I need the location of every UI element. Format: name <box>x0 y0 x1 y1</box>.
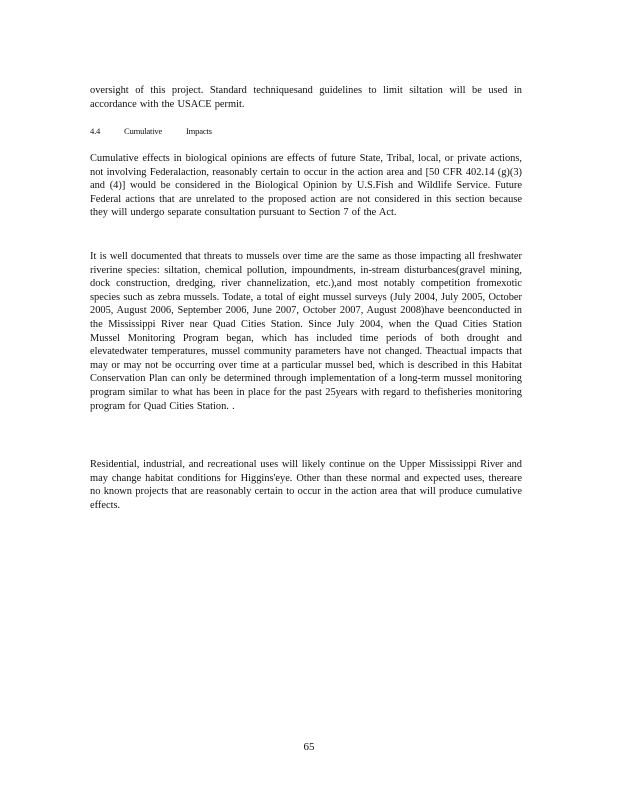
section-heading <box>90 126 212 137</box>
paragraph-mussel-threats: It is well documented that threats to mussels over time are the same as those impacting all freshwater riverine species: siltation, chemical pollution, impoundments, in-stream disturbances(gravel mining, dock construction, dredging, river channelization, etc.),and most notably competition fromexotic species such as zebra mussels. Todate, a total of eight mussel surveys (July 2004, July 2005, October 2005, August 2006, September 2006, June 2007, October 2007, August 2008)have beenconducted in the Mississippi River near Quad Cities Station. Since July 2004, when the Quad Cities Station Mussel Monitoring Program began, which has included time periods of both drought and elevatedwater temperatures, mussel community parameters have not changed. Theactual impacts that may or may not be occurring over time at a particular mussel bed, which is described in this Habitat Conservation Plan can only be determined through implementation of a long-term mussel monitoring program similar to what has been in place for the past 25years with regard to thefisheries monitoring program for Quad Cities Station. . <box>90 251 522 412</box>
paragraph-river-uses: Residential, industrial, and recreational uses will likely continue on the Upper Mississippi River and may change habitat conditions for Higgins'eye. Other than these normal and expected uses, thereare no known projects that are reasonably certain to occur in the action area that will produce cumulative effects. <box>90 459 522 511</box>
paragraph-siltation-guidelines: oversight of this project. Standard techniquesand guidelines to limit siltation will be used in accordance with the USACE permit. <box>90 85 522 110</box>
paragraph-cumulative-effects-definition: Cumulative effects in biological opinions are effects of future State, Tribal, local, or private actions, not involving Federalaction, reasonably certain to occur in the action area and [50 CFR 402.14 (g)(3) and (4)] would be considered in the Biological Opinion by U.S.Fish and Wildlife Service. Future Federal actions that are unrelated to the proposed action are not considered in this section because they will undergo separate consultation pursuant to Section 7 of the Act. <box>90 153 522 219</box>
section-title-word-2: Impacts <box>186 126 212 136</box>
page-number: 65 <box>303 741 315 753</box>
section-title-word-1: Cumulative <box>124 126 163 136</box>
section-number: 4.4 <box>90 126 101 136</box>
